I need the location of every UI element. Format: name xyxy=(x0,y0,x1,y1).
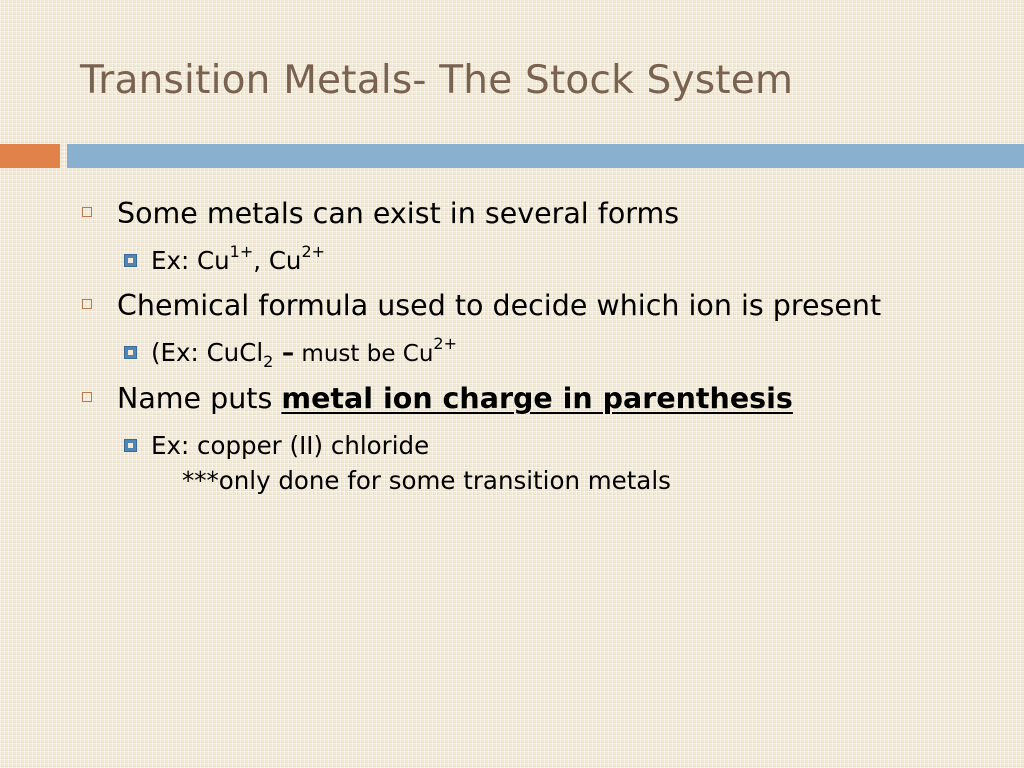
bullet-text-rest: must be Cu xyxy=(294,341,434,367)
square-outline-bullet-icon xyxy=(82,299,92,309)
bullet-list xyxy=(80,188,980,499)
bullet-text-prefix: (Ex: CuCl xyxy=(151,338,264,367)
square-filled-bullet-icon xyxy=(124,254,137,267)
formula-subscript: 2 xyxy=(263,352,274,371)
bullet-level2 xyxy=(80,427,980,465)
bullet-level2 xyxy=(80,242,980,280)
charge-superscript: 2+ xyxy=(301,242,326,261)
accent-bar-orange xyxy=(0,144,60,168)
square-filled-bullet-icon xyxy=(124,439,137,452)
dash-text: – xyxy=(273,338,295,367)
bullet-text: Ex: copper (II) chloride xyxy=(151,431,430,460)
square-outline-bullet-icon xyxy=(82,207,92,217)
charge-superscript: 1+ xyxy=(229,242,254,261)
bullet-text-prefix: Name puts xyxy=(117,382,282,415)
square-filled-bullet-icon xyxy=(124,346,137,359)
accent-bar-blue xyxy=(67,144,1024,168)
bullet-text: Chemical formula used to decide which ion is present xyxy=(117,289,882,322)
bullet-level2 xyxy=(80,334,980,373)
emphasized-text: metal ion charge in parenthesis xyxy=(281,382,793,415)
bullet-level1 xyxy=(80,282,980,330)
bullet-text-middle: , Cu xyxy=(253,246,302,275)
bullet-text: Some metals can exist in several forms xyxy=(117,197,680,230)
square-outline-bullet-icon xyxy=(82,392,92,402)
bullet-level1 xyxy=(80,190,980,238)
bullet-level1 xyxy=(80,375,980,423)
bullet-text-prefix: Ex: Cu xyxy=(151,246,230,275)
charge-superscript: 2+ xyxy=(433,334,458,353)
slide-title: Transition Metals- The Stock System xyxy=(80,58,794,103)
note-text: ***only done for some transition metals xyxy=(182,466,671,495)
